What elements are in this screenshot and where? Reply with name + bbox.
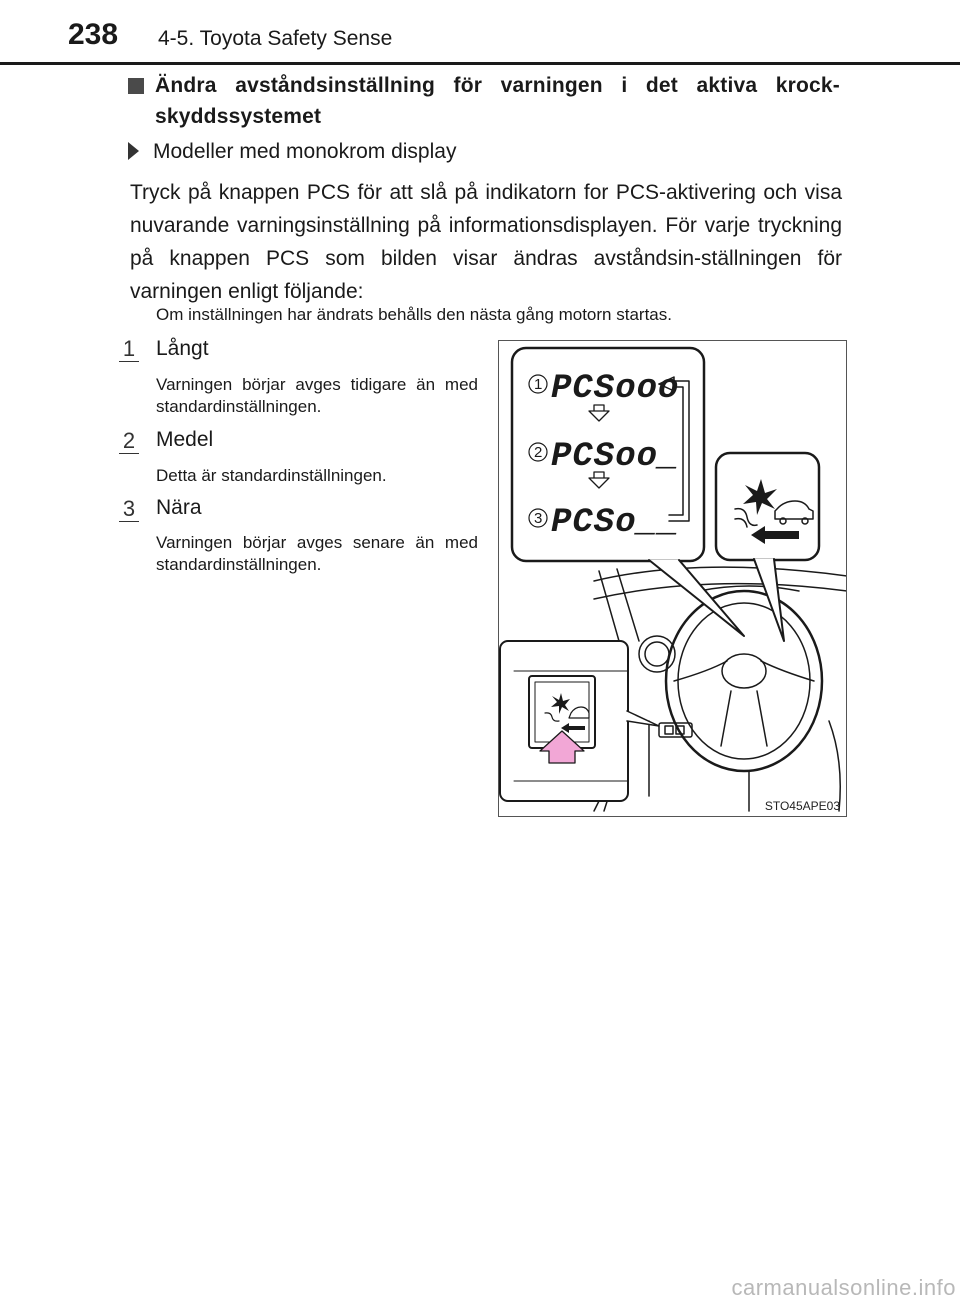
display-row-label: PCSoo_ xyxy=(551,438,680,476)
item-number: 3 xyxy=(116,496,142,522)
item-description: Detta är standardinställningen. xyxy=(156,466,387,485)
heading xyxy=(128,70,840,132)
square-bullet-icon xyxy=(128,78,144,94)
item-title: Långt xyxy=(156,337,209,360)
item-number: 2 xyxy=(116,428,142,454)
body-paragraph: Tryck på knappen PCS för att slå på indikatorn for PCS-aktivering och visa nuvarande varningsinställning på informationsdisplayen. För varje tryckning på knappen PCS som bilden visar ändras avståndsin-ställningen för varningen enligt följande: xyxy=(130,181,842,303)
subheading-text: Modeller med monokrom display xyxy=(153,140,457,163)
watermark: carmanualsonline.info xyxy=(731,1275,956,1300)
display-row-label: PCSo__ xyxy=(551,504,680,542)
display-row-label: PCSooo xyxy=(551,370,680,408)
page-number: 238 xyxy=(68,18,119,51)
section-title: 4-5. Toyota Safety Sense xyxy=(158,27,393,50)
display-row-number: 1 xyxy=(534,376,543,393)
item-description: Varningen börjar avges senare än med standardinställningen. xyxy=(156,533,478,574)
item-description: Varningen börjar avges tidigare än med standardinställningen. xyxy=(156,375,478,416)
subheading xyxy=(128,140,456,164)
heading-text: Ändra avståndsinställning för varningen i det aktiva krock-skyddssystemet xyxy=(155,74,840,128)
display-row-number: 3 xyxy=(534,510,543,527)
header-rule xyxy=(0,62,960,65)
item-title: Nära xyxy=(156,496,202,519)
note: Om inställningen har ändrats behålls den nästa gång motorn startas. xyxy=(156,305,672,324)
figure xyxy=(498,340,847,817)
item-title: Medel xyxy=(156,428,214,451)
figure-code: STO45APE03 xyxy=(764,799,840,813)
item-number: 1 xyxy=(116,336,142,362)
triangle-bullet-icon xyxy=(128,142,139,160)
display-row-number: 2 xyxy=(534,444,543,461)
display-labels xyxy=(499,341,847,817)
